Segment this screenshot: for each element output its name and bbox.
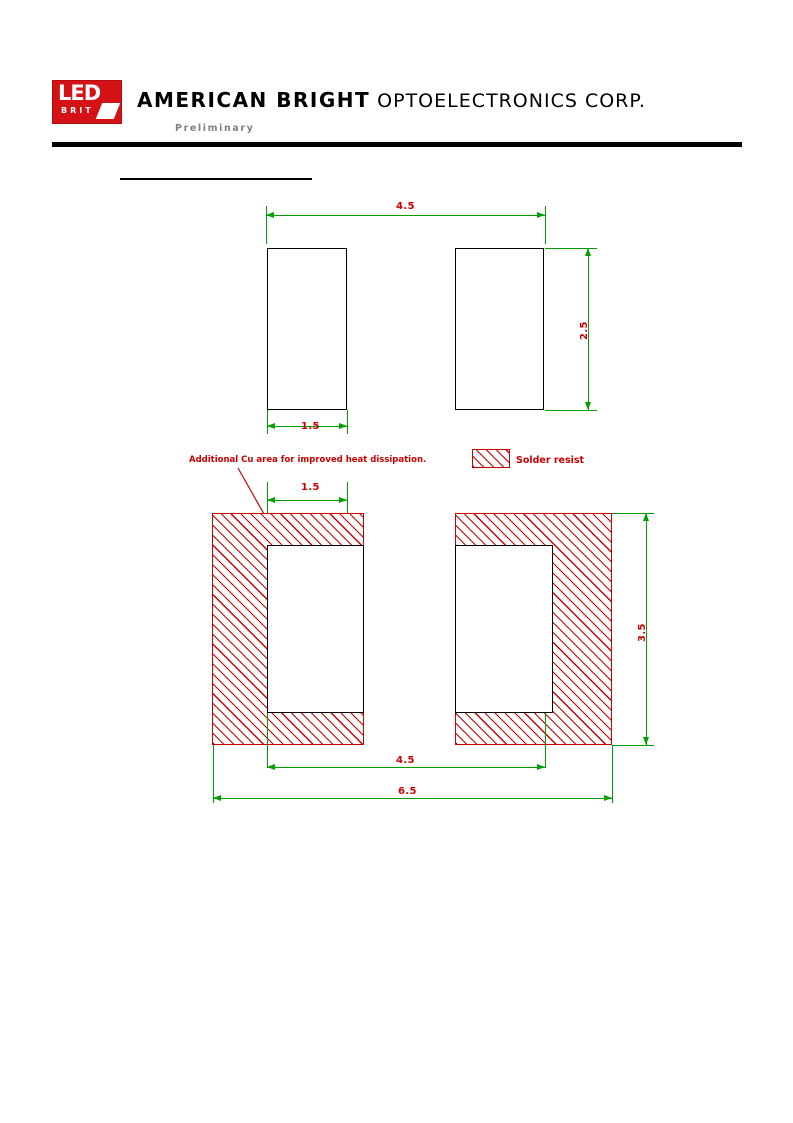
topview-pad-right: [455, 248, 544, 410]
bottomview-padw-dimline: [267, 500, 347, 501]
bottomview-inner-dimline: [267, 767, 545, 768]
bottomview-outer-ext-right: [612, 745, 613, 803]
bottomview-outer-arrow-right: [604, 795, 612, 801]
bottomview-inner-ext-left: [267, 713, 268, 768]
company-name-bold: AMERICAN BRIGHT: [137, 88, 371, 112]
bottomview-height-arrow-bottom: [643, 737, 649, 745]
topview-width-arrow-left: [266, 212, 274, 218]
logo-text: LED: [58, 81, 101, 105]
solder-window-left: [267, 545, 364, 713]
topview-width-dimline: [266, 215, 545, 216]
logo-subtext: BRIT: [61, 106, 94, 115]
bottomview-padw-arrow-right: [339, 497, 347, 503]
bottomview-inner-arrow-right: [537, 764, 545, 770]
topview-ext-line-bottom: [545, 410, 597, 411]
bottomview-padw-arrow-left: [267, 497, 275, 503]
solder-resist-swatch: [472, 449, 510, 468]
bottomview-padw-ext-right: [347, 482, 348, 516]
preliminary-label: Preliminary: [175, 123, 255, 134]
topview-padw-arrow-right: [339, 423, 347, 429]
topview-padw-ext-right: [347, 410, 348, 434]
topview-ext-line-right: [545, 206, 546, 244]
bottomview-inner-ext-right: [545, 713, 546, 768]
topview-width-label: 4.5: [396, 201, 415, 212]
topview-height-arrow-top: [585, 248, 591, 256]
bottomview-inner-width-label: 4.5: [396, 755, 415, 766]
topview-padw-label: 1.5: [301, 421, 320, 432]
company-name-rest: OPTOELECTRONICS CORP.: [370, 90, 646, 112]
solder-window-right: [455, 545, 553, 713]
topview-width-arrow-right: [537, 212, 545, 218]
bottomview-outer-arrow-left: [213, 795, 221, 801]
topview-padw-arrow-left: [267, 423, 275, 429]
topview-pad-left: [267, 248, 347, 410]
bottomview-height-arrow-top: [643, 513, 649, 521]
bottomview-padw-label: 1.5: [301, 482, 320, 493]
bottomview-outer-dimline: [213, 798, 612, 799]
bottomview-outer-width-label: 6.5: [398, 786, 417, 797]
bottomview-ext-line-bottom: [612, 745, 654, 746]
bottomview-height-label: 3.5: [637, 623, 648, 642]
bottomview-inner-arrow-left: [267, 764, 275, 770]
topview-height-label: 2.5: [579, 321, 590, 340]
topview-height-arrow-bottom: [585, 402, 591, 410]
solder-resist-label: Solder resist: [516, 455, 585, 466]
copper-area-note: Additional Cu area for improved heat dissipation.: [189, 455, 427, 465]
